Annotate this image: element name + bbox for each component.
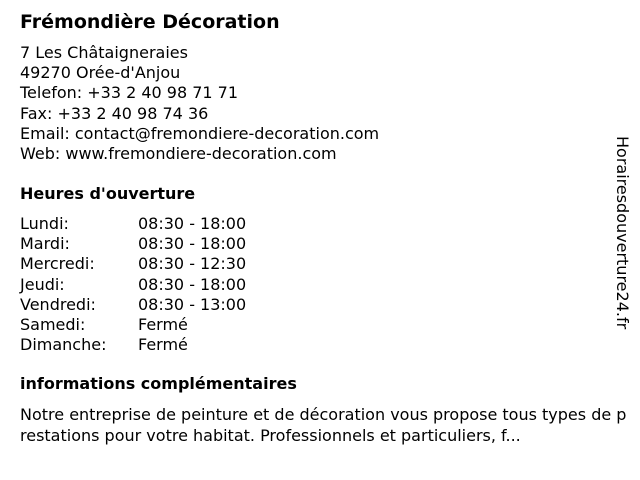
email-line: Email: contact@fremondiere-decoration.com [20,123,380,143]
time-value: 08:30 - 18:00 [138,234,247,254]
phone-line: Telefon: +33 2 40 98 71 71 [20,83,239,103]
time-value: 08:30 - 18:00 [138,214,247,233]
hours-row-friday [20,295,320,315]
address-street: 7 Les Châtaigneraies [20,43,188,62]
opening-hours-table [20,214,320,355]
day-label: Dimanche: [20,335,107,355]
business-name: Frémondière Décoration [20,11,280,33]
address-city: 49270 Orée-d'Anjou [20,63,181,83]
time-value: 08:30 - 13:00 [138,294,247,314]
site-watermark-text: Horairesdouverture24.fr [613,136,632,330]
day-label: Jeudi: [20,274,65,294]
hours-row-saturday [20,315,320,335]
time-value: 08:30 - 18:00 [138,274,247,294]
hours-row-thursday [20,275,320,295]
hours-row-monday [20,214,320,234]
additional-info-text: Notre entreprise de peinture et de décoration vous propose tous types de prestations pour votre habitat. Professionnels et particuliers, f... [20,405,627,445]
hours-heading: Heures d'ouverture [20,184,196,203]
time-value: 08:30 - 12:30 [138,254,247,274]
hours-row-sunday [20,335,320,355]
time-value: Fermé [138,314,188,334]
day-label: Mercredi: [20,254,95,274]
time-value: Fermé [138,335,188,355]
day-label: Samedi: [20,314,86,334]
day-label: Mardi: [20,234,70,254]
contact-block [20,43,379,164]
hours-row-wednesday [20,254,320,274]
fax-line: Fax: +33 2 40 98 74 36 [20,103,209,123]
site-watermark [613,136,633,346]
web-line: Web: www.fremondiere-decoration.com [20,143,337,163]
additional-info-heading: informations complémentaires [20,374,297,393]
hours-row-tuesday [20,234,320,254]
day-label: Lundi: [20,214,69,233]
day-label: Vendredi: [20,294,96,314]
